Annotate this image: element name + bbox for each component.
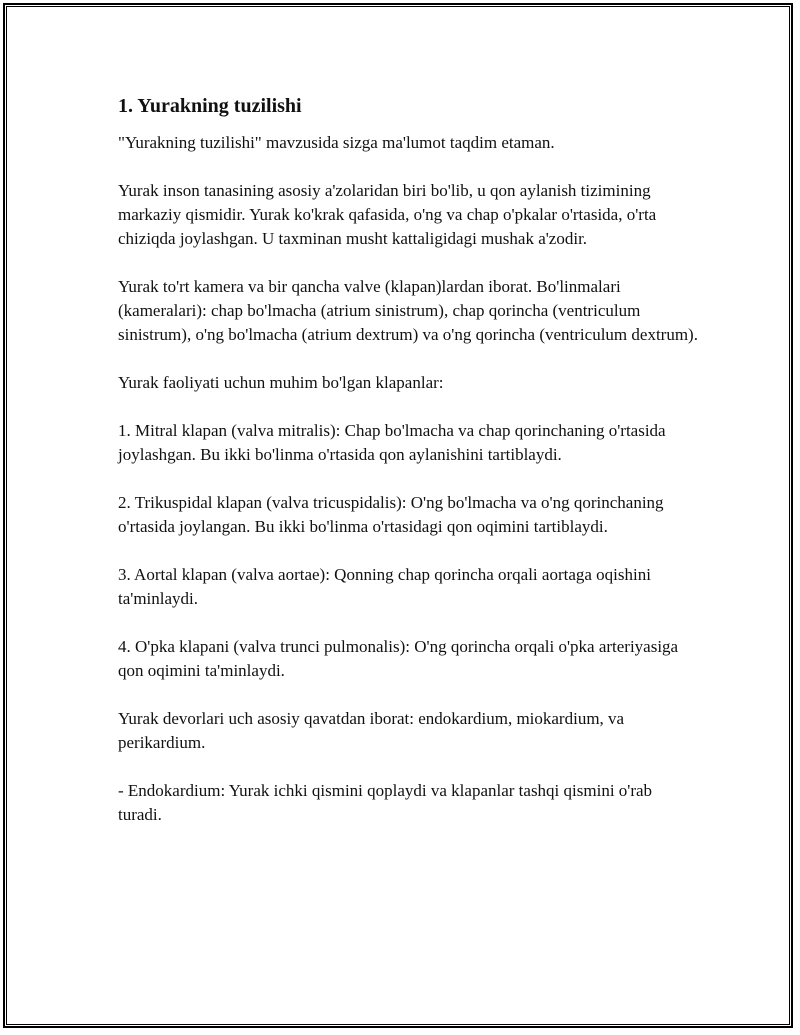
intro-paragraph: "Yurakning tuzilishi" mavzusida sizga ma'lumot taqdim etaman. [118, 133, 555, 152]
paragraph-heart-overview: Yurak inson tanasining asosiy a'zolaridan biri bo'lib, u qon aylanish tizimining markaziy qismidir. Yurak ko'krak qafasida, o'ng va chap o'pkalar o'rtasida, o'rta chiziqda joylashgan. U taxminan musht kattaligidagi mushak a'zodir. [118, 181, 657, 248]
paragraph-aortic-valve: 3. Aortal klapan (valva aortae): Qonning chap qorincha orqali aortaga oqishini ta'minlaydi. [118, 565, 651, 608]
paragraph-mitral-valve: 1. Mitral klapan (valva mitralis): Chap bo'lmacha va chap qorinchaning o'rtasida joylashgan. Bu ikki bo'linma o'rtasida qon aylanishini tartiblaydi. [118, 421, 666, 464]
paragraph-pulmonary-valve: 4. O'pka klapani (valva trunci pulmonalis): O'ng qorincha orqali o'pka arteriyasiga qon oqimini ta'minlaydi. [118, 637, 679, 680]
document-body [118, 93, 698, 851]
section-heading: 1. Yurakning tuzilishi [118, 95, 302, 117]
paragraph-tricuspid-valve: 2. Trikuspidal klapan (valva tricuspidalis): O'ng bo'lmacha va o'ng qorinchaning o'rtasida joylangan. Bu ikki bo'linma o'rtasidagi qon oqimini tartiblaydi. [118, 493, 664, 536]
paragraph-chambers: Yurak to'rt kamera va bir qancha valve (klapan)lardan iborat. Bo'linmalari (kameralari): chap bo'lmacha (atrium sinistrum), chap qorincha (ventriculum sinistrum), o'ng bo'lmacha (atrium dextrum) va o'ng qorincha (ventriculum dextrum). [118, 277, 698, 344]
paragraph-wall-layers: Yurak devorlari uch asosiy qavatdan iborat: endokardium, miokardium, va perikardium. [118, 709, 625, 752]
paragraph-endocardium: - Endokardium: Yurak ichki qismini qoplaydi va klapanlar tashqi qismini o'rab turadi. [118, 781, 653, 824]
paragraph-valves-intro: Yurak faoliyati uchun muhim bo'lgan klapanlar: [118, 373, 444, 392]
